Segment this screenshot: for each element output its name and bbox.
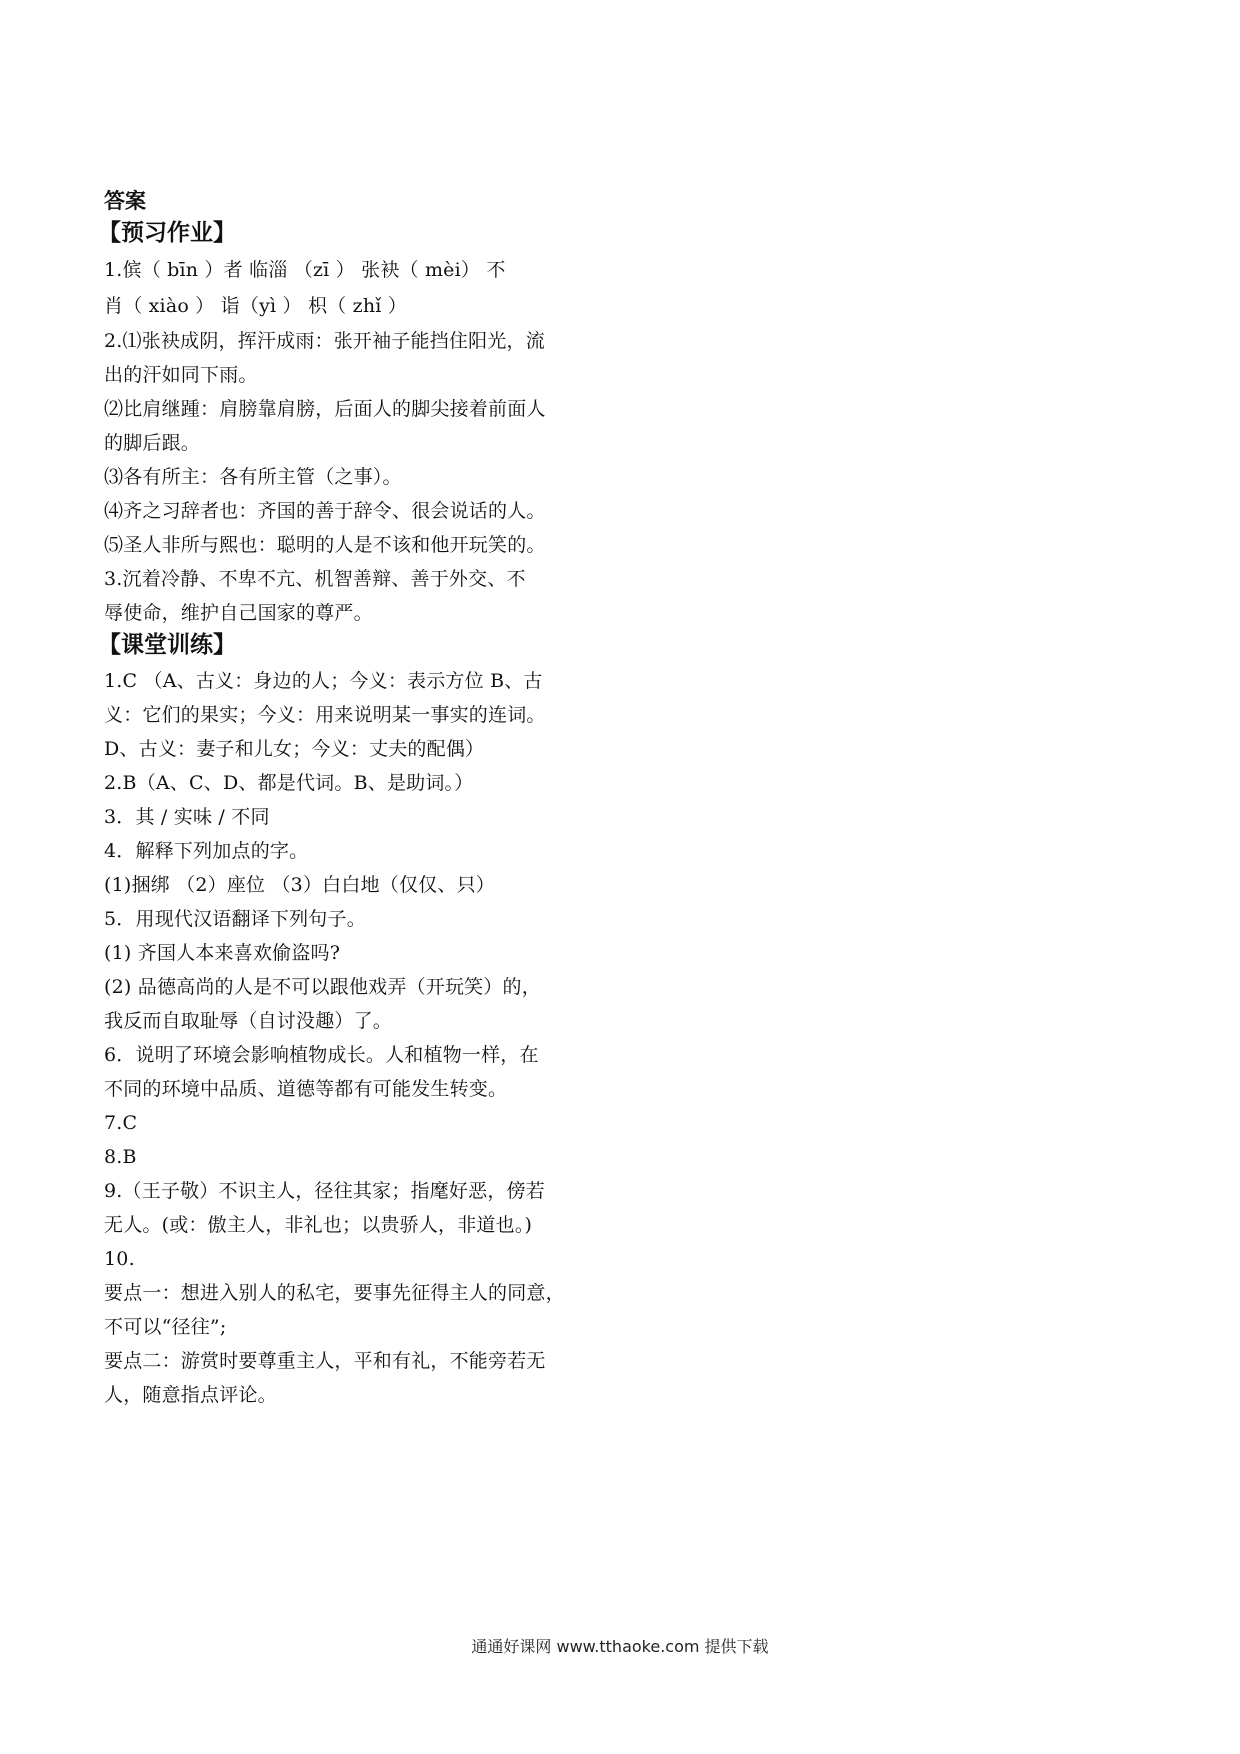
- answer-line: 1.傧（ bīn ）者 临淄 （zī ） 张袂（ mèi） 不: [104, 259, 506, 281]
- page-title: 答案: [104, 189, 146, 213]
- answer-line: 不可以“径往”;: [104, 1316, 227, 1338]
- answer-line: ⑷齐之习辞者也：齐国的善于辞令、很会说话的人。: [104, 500, 546, 522]
- answer-line: 4．解释下列加点的字。: [104, 840, 309, 862]
- answer-line: 要点二：游赏时要尊重主人，平和有礼，不能旁若无: [104, 1350, 546, 1372]
- answer-line: 无人。(或：傲主人，非礼也；以贵骄人，非道也。): [104, 1214, 533, 1236]
- answer-line: ⑸圣人非所与熙也：聪明的人是不该和他开玩笑的。: [104, 534, 546, 556]
- answer-line: 2.B（A、C、D、都是代词。B、是助词。）: [104, 772, 474, 794]
- answer-line: 的脚后跟。: [104, 432, 201, 454]
- answer-line: 肖（ xiào ） 诣（yì ） 枳（ zhǐ ）: [104, 295, 407, 317]
- section-heading-preview: 【预习作业】: [98, 220, 236, 246]
- answer-line: 3．其 / 实味 / 不同: [104, 806, 270, 828]
- answer-line: 1.C （A、古义：身边的人；今义：表示方位 B、古: [104, 670, 543, 692]
- answer-line: (1) 齐国人本来喜欢偷盗吗?: [104, 942, 341, 964]
- answer-line: 2.⑴张袂成阴，挥汗成雨：张开袖子能挡住阳光，流: [104, 330, 545, 352]
- answer-line: 5．用现代汉语翻译下列句子。: [104, 908, 366, 930]
- answer-page: [98, 188, 604, 1412]
- answer-line: 9.（王子敬）不识主人，径往其家；指麾好恶，傍若: [104, 1180, 545, 1202]
- answer-line: (2) 品德高尚的人是不可以跟他戏弄（开玩笑）的，: [104, 976, 541, 998]
- answer-line: 出的汗如同下雨。: [104, 364, 258, 386]
- preview-answers: [104, 252, 604, 630]
- answer-line: 人，随意指点评论。: [104, 1384, 277, 1406]
- answer-line: 10.: [104, 1248, 135, 1270]
- answer-line: 不同的环境中品质、道德等都有可能发生转变。: [104, 1078, 508, 1100]
- answer-line: 3.沉着冷静、不卑不亢、机智善辩、善于外交、不: [104, 568, 526, 590]
- answer-line: 我反而自取耻辱（自讨没趣）了。: [104, 1010, 393, 1032]
- answer-line: (1)捆绑 （2）座位 （3）白白地（仅仅、只）: [104, 874, 495, 896]
- answer-line: 8.B: [104, 1146, 137, 1168]
- answer-line: 义：它们的果实；今义：用来说明某一事实的连词。: [104, 704, 546, 726]
- classroom-answers: [104, 664, 604, 1412]
- section-heading-classroom: 【课堂训练】: [98, 632, 236, 658]
- footer-source-line: 通通好课网 www.tthaoke.com 提供下载: [471, 1637, 769, 1656]
- answer-line: 要点一：想进入别人的私宅，要事先征得主人的同意，: [104, 1282, 565, 1304]
- answer-line: D、古义：妻子和儿女；今义：丈夫的配偶）: [104, 738, 485, 760]
- answer-line: ⑵比肩继踵：肩膀靠肩膀，后面人的脚尖接着前面人: [104, 398, 546, 420]
- answer-line: 辱使命，维护自己国家的尊严。: [104, 602, 373, 624]
- answer-line: 6．说明了环境会影响植物成长。人和植物一样，在: [104, 1044, 539, 1066]
- answer-line: ⑶各有所主：各有所主管（之事）。: [104, 466, 402, 488]
- answer-line: 7.C: [104, 1112, 138, 1134]
